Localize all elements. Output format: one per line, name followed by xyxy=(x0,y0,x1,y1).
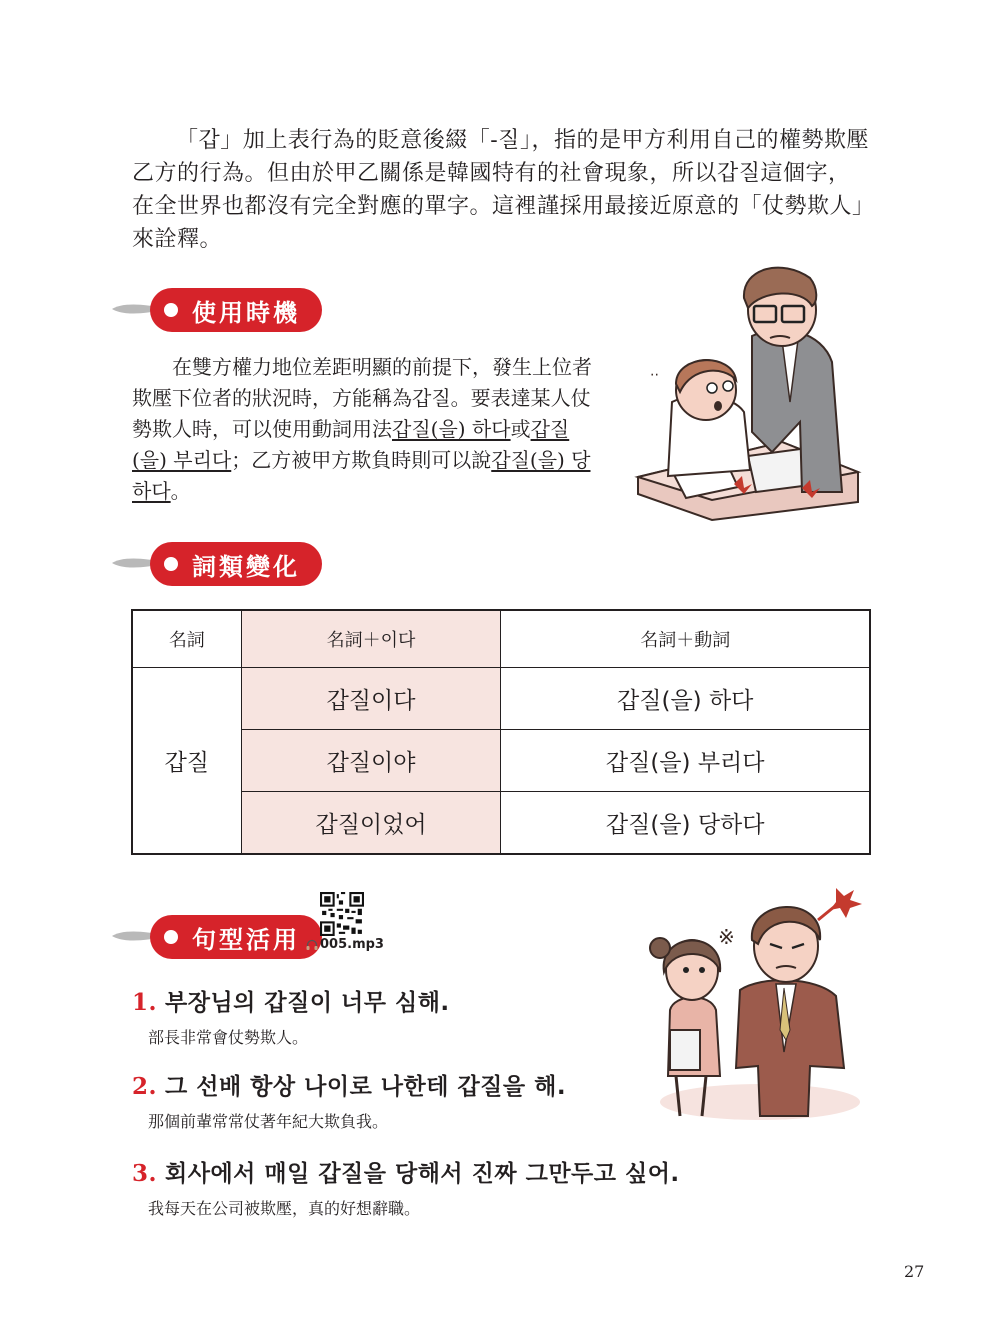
forms-heading xyxy=(110,542,370,586)
copula-cell: 갑질이었어 xyxy=(241,792,501,855)
qr-code-icon[interactable] xyxy=(320,892,364,936)
word-forms-table xyxy=(131,609,871,855)
table-row xyxy=(132,730,870,792)
header-verb: 名詞＋動詞 xyxy=(501,610,870,668)
header-copula: 名詞＋이다 xyxy=(241,610,501,668)
usage-term-hada: 갑질(을) 하다 xyxy=(392,417,511,441)
sentence-korean: 회사에서 매일 갑질을 당해서 진짜 그만두고 싶어. xyxy=(165,1161,680,1187)
sentence-item xyxy=(132,1155,680,1219)
sentence-item xyxy=(132,1068,566,1132)
usage-term-danghada: 갑질(을) 당하다 xyxy=(132,448,591,503)
svg-text:‧‧: ‧‧ xyxy=(650,368,659,384)
hole-icon xyxy=(164,303,178,317)
usage-heading-label: 使用時機 xyxy=(192,298,300,327)
table-row xyxy=(132,792,870,855)
sentence-number: 2. xyxy=(132,1073,158,1100)
usage-heading xyxy=(110,288,370,332)
audio-track[interactable] xyxy=(306,937,384,952)
verb-cell: 갑질(을) 하다 xyxy=(501,668,870,730)
sentence-translation: 我每天在公司被欺壓，真的好想辭職。 xyxy=(148,1199,421,1218)
intro-text: 「갑」加上表行為的貶意後綴「-질」，指的是甲方利用自己的權勢欺壓乙方的行為。但由於甲乙關係是韓國特有的社會現象，所以갑질這個字，在全世界也都沒有完全對應的單字。這裡謹採用最接近原意的「仗勢欺人」來詮釋。 xyxy=(132,128,869,252)
hole-icon xyxy=(164,557,178,571)
usage-paragraph: 在雙方權力地位差距明顯的前提下，發生上位者欺壓下位者的狀況時，方能稱為갑질。要表達某人仗勢欺人時，可以使用動詞用法갑질(을) 하다或갑질(을) 부리다；乙方被甲方欺負時則可以說갑질(을) 당하다。 xyxy=(132,355,592,503)
sentence-item xyxy=(132,984,450,1048)
audio-filename: 005.mp3 xyxy=(320,937,384,952)
page-number: 27 xyxy=(904,1262,925,1281)
verb-cell: 갑질(을) 부리다 xyxy=(501,730,870,792)
forms-heading-label: 詞類變化 xyxy=(192,552,300,581)
copula-cell: 갑질이다 xyxy=(241,668,501,730)
sentence-korean: 부장님의 갑질이 너무 심해. xyxy=(165,990,450,1016)
verb-cell: 갑질(을) 당하다 xyxy=(501,792,870,855)
usage-term-burida: 갑질(을) 부리다 xyxy=(132,417,570,472)
sentence-translation: 部長非常會仗勢欺人。 xyxy=(148,1028,309,1047)
intro-paragraph xyxy=(132,124,872,256)
boss-worker-illustration xyxy=(632,262,864,526)
copula-cell: 갑질이야 xyxy=(241,730,501,792)
header-noun: 名詞 xyxy=(132,610,241,668)
headphones-icon xyxy=(306,939,318,951)
sentence-translation: 那個前輩常常仗著年紀大欺負我。 xyxy=(148,1112,389,1131)
svg-text:※: ※ xyxy=(718,925,735,949)
sentence-korean: 그 선배 항상 나이로 나한테 갑질을 해. xyxy=(165,1074,567,1100)
table-header-row xyxy=(132,610,870,668)
table-row xyxy=(132,668,870,730)
noun-cell: 갑질 xyxy=(132,668,241,855)
sentence-number: 3. xyxy=(132,1160,158,1187)
hole-icon xyxy=(164,930,178,944)
senior-junior-illustration xyxy=(640,880,872,1130)
patterns-heading-label: 句型活用 xyxy=(192,925,300,954)
sentence-number: 1. xyxy=(132,989,158,1016)
